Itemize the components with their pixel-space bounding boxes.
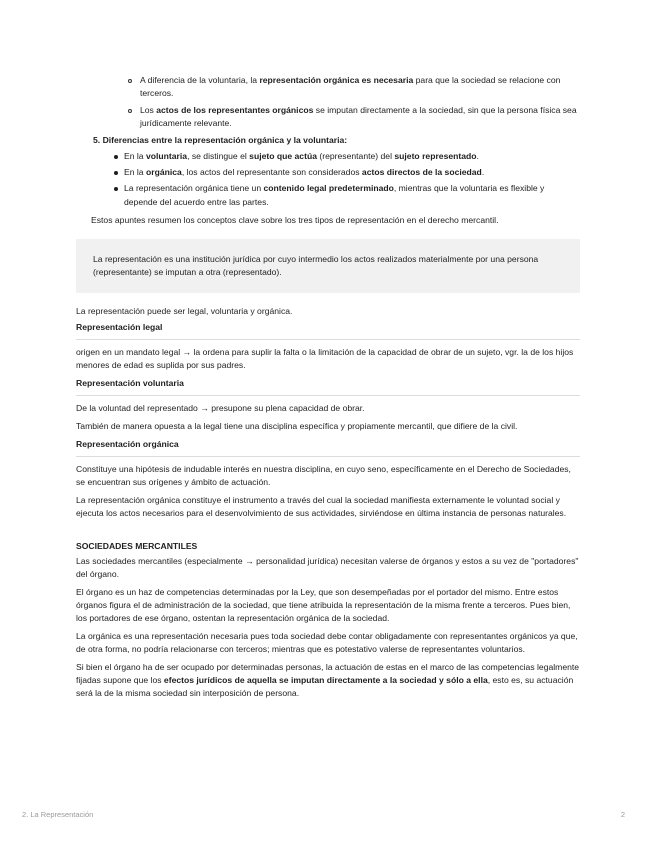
paragraph: Si bien el órgano ha de ser ocupado por determinadas personas, la actuación de estas en el marco de las competencias legalmente fijadas supone que los efectos jurídicos de aquella se imputan directamente a la sociedad y sólo a ella, esto es, su actuación será la de la misma sociedad sin interposición de persona. [76,662,580,699]
page-content [76,74,580,705]
list-item: En la orgánica, los actos del representante son considerados actos directos de la sociedad. [76,166,580,179]
list-item: Los actos de los representantes orgánicos se imputan directamente a la sociedad, sin que la persona física sea jurídicamente relevante. [76,104,580,130]
callout-text: La representación es una institución jurídica por cuyo intermedio los actos realizados materialmente por una persona (representante) se imputan a otra (representado). [93,253,539,277]
paragraph: Constituye una hipótesis de indudable interés en nuestra disciplina, en cuyo seno, específicamente en el Derecho de Sociedades, se encuentran sus orígenes y ámbito de actuación. [76,464,571,488]
section-heading-organica: Representación orgánica [76,439,179,450]
section-divider [76,456,580,457]
paragraph: De la voluntad del representado → presupone su plena capacidad de obrar. [76,403,365,414]
list-item: En la voluntaria, se distingue el sujeto que actúa (representante) del sujeto representado. [76,150,580,163]
list-item: La representación orgánica tiene un contenido legal predeterminado, mientras que la voluntaria es flexible y depende del acuerdo entre las partes. [76,182,580,208]
summary-text: Estos apuntes resumen los conceptos clave sobre los tres tipos de representación en el derecho mercantil. [91,214,499,225]
paragraph: El órgano es un haz de competencias determinadas por la Ley, que son desempeñadas por el portador del mismo. Entre estos órganos figura el de administración de la sociedad, que tiene atribuida la representación de la misma frente a terceros. Pues bien, los portadores de ese órgano, ostentan la representación orgánica de la sociedad. [76,586,571,623]
sub-bullet-list [76,74,580,130]
list-item: A diferencia de la voluntaria, la representación orgánica es necesaria para que la sociedad se relacione con terceros. [76,74,580,100]
paragraph: También de manera opuesta a la legal tiene una disciplina específica y propiamente mercantil, que difiere de la civil. [76,421,518,432]
paragraph: La orgánica es una representación necesaria pues toda sociedad debe contar obligadamente con representantes orgánicos ya que, de otra forma, no podría relacionarse con terceros; mientras que es potestativo valerse de representantes voluntarios. [76,630,578,654]
item5-bullet-list [76,150,580,208]
section-divider [76,395,580,396]
section-heading-voluntaria: Representación voluntaria [76,378,184,388]
definition-callout [76,239,580,293]
lead-text: La representación puede ser legal, voluntaria y orgánica. [76,305,293,316]
paragraph: Las sociedades mercantiles (especialmente → personalidad jurídica) necesitan valerse de órganos y estos a su vez de "portadores" del órgano. [76,555,579,579]
footer-document-title: 2. La Representación [22,810,94,819]
paragraph: origen en un mandato legal → la ordena para suplir la falta o la limitación de la capacidad de obrar de un sujeto, vgr. la de los hijos menores de edad es suplida por sus padres. [76,346,574,370]
section-divider [76,339,580,340]
numbered-item-5: 5. Diferencias entre la representación orgánica y la voluntaria: [93,135,348,146]
section-heading-legal: Representación legal [76,321,163,332]
paragraph: La representación orgánica constituye el instrumento a través del cual la sociedad manifiesta externamente le voluntad social y ejecuta los actos necesarios para el desenvolvimiento de sus actividades, sirviéndose en última instancia de personas naturales. [76,495,567,519]
heading-sociedades-mercantiles: SOCIEDADES MERCANTILES [76,540,198,551]
footer-page-number: 2 [620,810,625,819]
